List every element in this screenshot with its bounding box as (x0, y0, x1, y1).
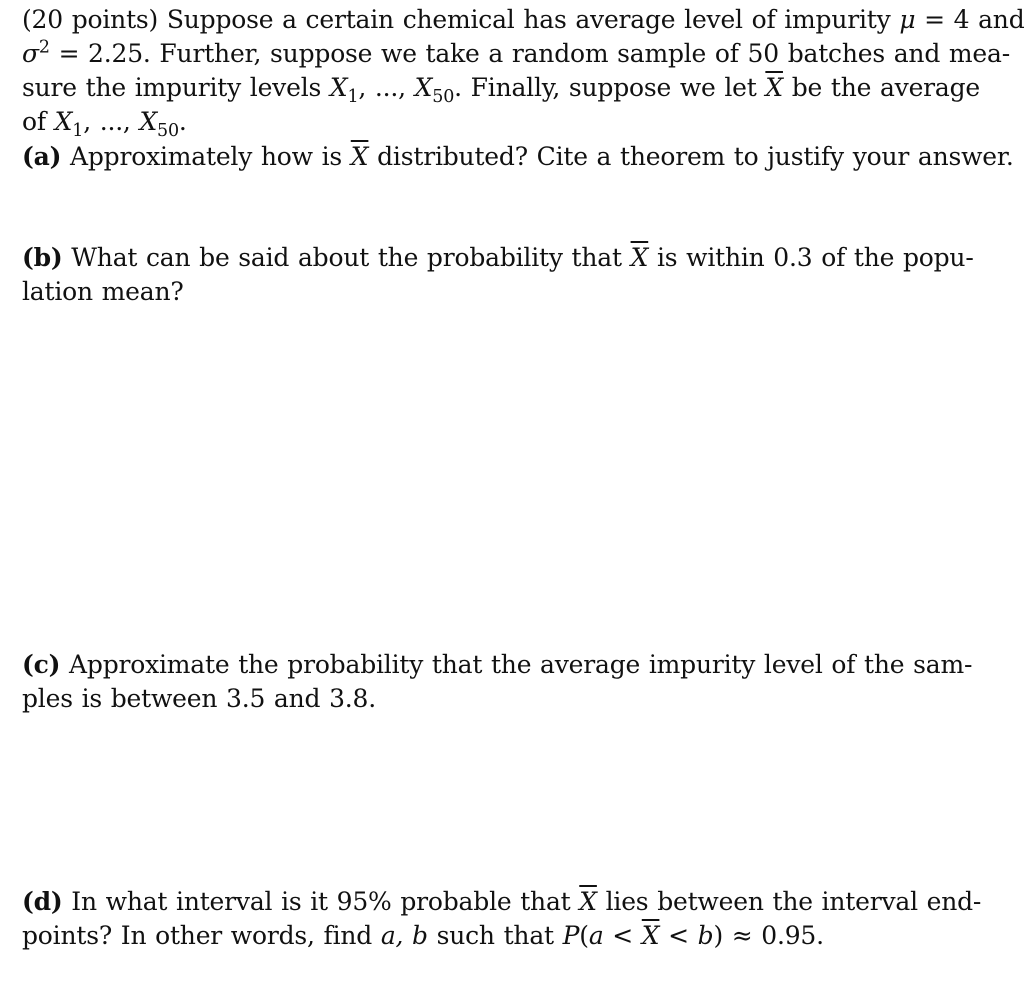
part-d-text-2: lies between the interval end- (605, 887, 982, 916)
xbar-symbol: $\overline{X}$ (641, 921, 660, 950)
approx-value: ≈ 0.95. (731, 921, 824, 950)
xbar-symbol: $\overline{X}$ (350, 142, 369, 171)
part-a-text-1: Approximately how is (70, 142, 343, 171)
part-b-label: (b) (22, 243, 63, 272)
open-paren: ( (579, 921, 589, 950)
ellipsis: , ..., (358, 73, 406, 102)
close-paren: ) (713, 921, 724, 950)
part-d-text-3: points? In other words, find (22, 921, 373, 950)
x-subscript-50: 50 (157, 121, 179, 141)
intro-text-4: . Finally, suppose we let (454, 73, 757, 102)
intro-text-5: be the average (791, 73, 981, 102)
intro-line-1 (22, 3, 1024, 37)
intro-text-2: = 2.25. Further, suppose we take a random sample of 50 batches and mea- (58, 39, 1010, 68)
intro-period: . (178, 107, 187, 136)
problem-intro (22, 3, 1024, 141)
part-b-text-3: lation mean? (22, 277, 184, 306)
x-subscript-50: 50 (432, 87, 455, 107)
bound-b: b (697, 921, 714, 950)
part-b-line-1 (22, 241, 1000, 275)
part-d-line-1 (22, 885, 1000, 919)
ellipsis: , ..., (83, 107, 131, 136)
intro-line-4 (22, 105, 1000, 139)
x-subscript-1: 1 (72, 121, 84, 141)
sigma-symbol: σ (22, 39, 39, 68)
part-a-text-2: distributed? Cite a theorem to justify your answer. (377, 142, 1014, 171)
x-variable: X (54, 107, 73, 136)
x-variable: X (414, 73, 433, 102)
intro-text-3: sure the impurity levels (22, 73, 322, 102)
part-b-line-2 (22, 275, 1000, 309)
mu-symbol: μ (899, 5, 916, 34)
part-d (22, 885, 1000, 953)
part-c-text-1: Approximate the probability that the average impurity level of the sam- (69, 650, 973, 679)
probability-p: P (562, 921, 580, 950)
ab-variables: a, b (380, 921, 428, 950)
part-a (22, 140, 1014, 174)
part-c-line-2 (22, 682, 1000, 716)
part-c-line-1 (22, 648, 1000, 682)
part-d-label: (d) (22, 887, 63, 916)
part-b (22, 241, 1000, 309)
part-c-label: (c) (22, 650, 61, 679)
less-than-2: < (668, 921, 689, 950)
intro-mu-value: = 4 and (924, 5, 1024, 34)
intro-line-3 (22, 71, 1000, 105)
part-b-text-1: What can be said about the probability that (71, 243, 622, 272)
part-d-text-1: In what interval is it 95% probable that (71, 887, 571, 916)
part-d-text-4: such that (436, 921, 554, 950)
part-a-line (22, 140, 1014, 174)
sigma-exponent: 2 (38, 37, 50, 58)
xbar-symbol: $\overline{X}$ (765, 73, 783, 102)
points-label: (20 points) (22, 5, 159, 34)
xbar-symbol: $\overline{X}$ (630, 243, 649, 272)
intro-line-2 (22, 37, 1010, 71)
part-d-line-2 (22, 919, 1000, 953)
part-c (22, 648, 1000, 716)
x-variable: X (139, 107, 158, 136)
part-b-text-2: is within 0.3 of the popu- (656, 243, 974, 272)
intro-text-6: of (22, 107, 46, 136)
part-c-text-2: ples is between 3.5 and 3.8. (22, 684, 376, 713)
xbar-symbol: $\overline{X}$ (579, 887, 597, 916)
x-subscript-1: 1 (347, 87, 359, 107)
x-variable: X (329, 73, 348, 102)
bound-a: a (588, 921, 604, 950)
part-a-label: (a) (22, 142, 62, 171)
intro-text-1: Suppose a certain chemical has average level of impurity (166, 5, 891, 34)
less-than-1: < (612, 921, 634, 950)
